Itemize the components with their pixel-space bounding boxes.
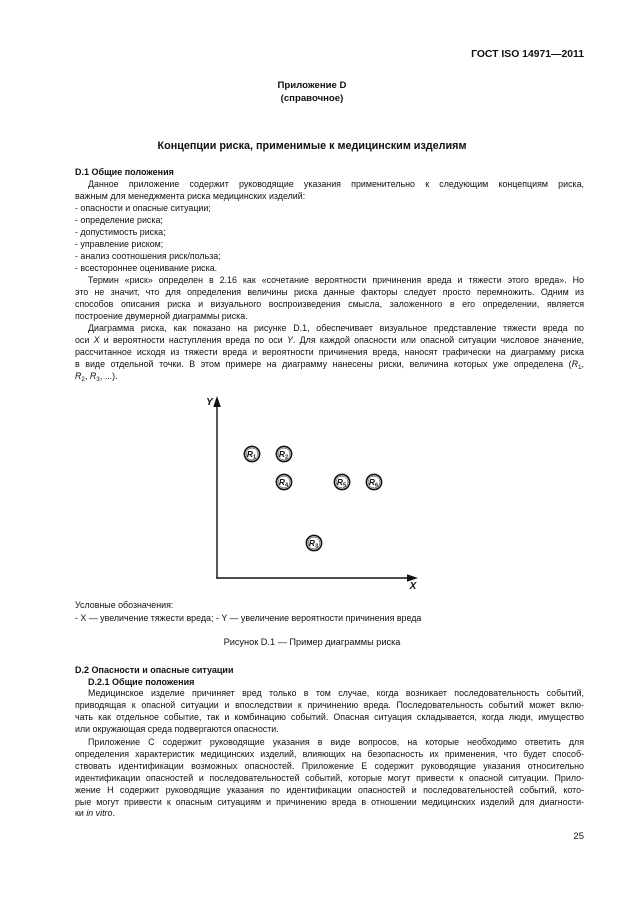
text-line: Приложение C содержит руководящие указания в виде вопросов, на которые необходимо ответить для: [88, 737, 584, 747]
text-line: [75, 371, 584, 383]
text-line: рые могут привести к опасным ситуациям и причинению вреда в отношении медицинских изделий для диагности-: [75, 796, 584, 807]
text-line: чать как отдельное событие, так и комбинацию событий. Опасная ситуация складывается, когда люди, имущество: [75, 711, 584, 722]
italic-term: X: [93, 334, 100, 345]
paragraph-event-sequence: [75, 688, 584, 736]
text-line: [75, 335, 584, 347]
risk-point: [306, 535, 321, 550]
risk-point-index: 3: [314, 543, 319, 550]
paragraph-intro: [75, 179, 584, 203]
document-title: Концепции риска, применимые к медицинским изделиям: [157, 140, 467, 152]
legend-title: Условные обозначения:: [75, 600, 174, 610]
text-segment: .: [112, 808, 115, 819]
text-segment: ,: [84, 370, 90, 381]
subscript-index: 1: [578, 363, 582, 371]
text-line: построение двумерной диаграммы риска.: [75, 310, 248, 321]
text-segment: ки: [75, 808, 87, 819]
list-item: - определение риска;: [75, 214, 163, 225]
subscript-index: 3: [96, 375, 100, 383]
y-axis-arrow-icon: [213, 396, 221, 407]
text-segment: в виде отдельной точки. В этом примере на диаграмму нанесены риски, величина которых уже определена (: [75, 358, 572, 369]
risk-point-index: 5: [342, 482, 347, 489]
text-segment: ,: [581, 358, 584, 369]
risk-point-letter: R: [278, 449, 285, 459]
text-segment: и вероятности наступления вреда по оси: [99, 334, 287, 345]
annex-title: Приложение D: [277, 80, 347, 91]
standard-id: ГОСТ ISO 14971—2011: [471, 49, 584, 60]
text-line: это не значит, что для определения величины риска данные факторы следует просто перемножить. Одним из: [75, 286, 584, 297]
risk-point-letter: R: [278, 477, 285, 487]
italic-term: R: [75, 370, 82, 381]
risk-point-letter: R: [308, 538, 315, 548]
risk-point: [276, 446, 291, 461]
italic-term: in vitro: [86, 808, 113, 819]
page-number: 25: [573, 831, 584, 842]
text-line: Медицинское изделие причиняет вред только в том случае, когда возникает последовательность событий,: [88, 688, 584, 698]
text-line: Данное приложение содержит руководящие указания применительно к следующим концепциям риска,: [88, 179, 584, 189]
text-segment: оси: [75, 334, 94, 345]
list-item: - опасности и опасные ситуации;: [75, 203, 211, 213]
risk-point: [244, 446, 259, 461]
text-line: ствовать идентификации возможных опасностей. Приложение E содержит руководящие указания относительно: [75, 760, 584, 771]
annex-status: (справочное): [280, 93, 344, 104]
risk-point-index: 1: [252, 454, 257, 461]
text-line: идентификации опасностей и последовательностей событий, которые могут привести к опасной ситуации. Прило-: [75, 772, 584, 783]
risk-diagram-figure: [200, 390, 430, 596]
figure-caption: Рисунок D.1 — Пример диаграммы риска: [223, 637, 401, 647]
list-item: - всестороннее оценивание риска.: [75, 262, 218, 273]
text-line: жение H содержит руководящие указания по идентификации опасностей и последовательностей событий, кото-: [75, 784, 584, 795]
text-line: Термин «риск» определен в 2.16 как «сочетание вероятности причинения вреда и тяжести этого вреда». Но: [88, 275, 584, 285]
y-axis-label: Y: [206, 397, 213, 408]
list-item: - управление риском;: [75, 238, 164, 249]
text-line: приводящая к опасной ситуации и впоследствии к причинению вреда. Последовательность событий может вклю-: [75, 699, 584, 710]
text-line: рассчитанное исходя из тяжести вреда и вероятности причинения вреда, наносят графически на диаграмму риска: [75, 346, 584, 357]
text-line: [75, 359, 584, 371]
paragraph-diagram: [75, 323, 584, 383]
risk-point-letter: R: [368, 477, 375, 487]
text-line: Диаграмма риска, как показано на рисунке D.1, обеспечивает визуальное представление тяжести вреда по: [88, 323, 584, 333]
paragraph-definition: [75, 275, 584, 323]
italic-term: Y: [286, 334, 293, 345]
section-heading-d2: D.2 Опасности и опасные ситуации: [75, 665, 234, 675]
risk-point-letter: R: [246, 449, 253, 459]
text-segment: , ...).: [99, 370, 118, 381]
text-line: важным для менеджмента риска медицинских изделий:: [75, 190, 306, 201]
italic-term: R: [571, 358, 579, 369]
risk-point-letter: R: [336, 477, 343, 487]
list-item: - допустимость риска;: [75, 226, 166, 237]
risk-point-index: 6: [374, 482, 379, 489]
italic-term: R: [89, 370, 97, 381]
section-heading-d1: D.1 Общие положения: [75, 167, 174, 177]
risk-point: [366, 474, 381, 489]
risk-point: [276, 474, 291, 489]
subscript-index: 2: [81, 375, 85, 383]
concepts-list: [75, 203, 584, 274]
legend-text: - X — увеличение тяжести вреда; - Y — увеличение вероятности причинения вреда: [75, 613, 422, 623]
subsection-heading-d2-1: D.2.1 Общие положения: [88, 677, 195, 687]
risk-point-index: 2: [284, 454, 289, 461]
list-item: - анализ соотношения риск/польза;: [75, 250, 221, 261]
text-line: или окружающая среда подвергаются опасности.: [75, 723, 279, 734]
paragraph-annex-references: [75, 737, 584, 820]
text-line: определения характеристик медицинских изделий, влияющих на безопасность их применения, что будет способ-: [75, 748, 584, 759]
x-axis-label: X: [409, 581, 417, 592]
text-segment: . Для каждой опасности или опасной ситуации числовое значение,: [292, 334, 585, 345]
text-line: способов описания риска и визуального воспроизведения смысла, заложенного в его определении, является: [75, 298, 584, 309]
risk-point: [334, 474, 349, 489]
risk-point-index: 4: [284, 482, 289, 489]
text-line: [75, 808, 584, 820]
